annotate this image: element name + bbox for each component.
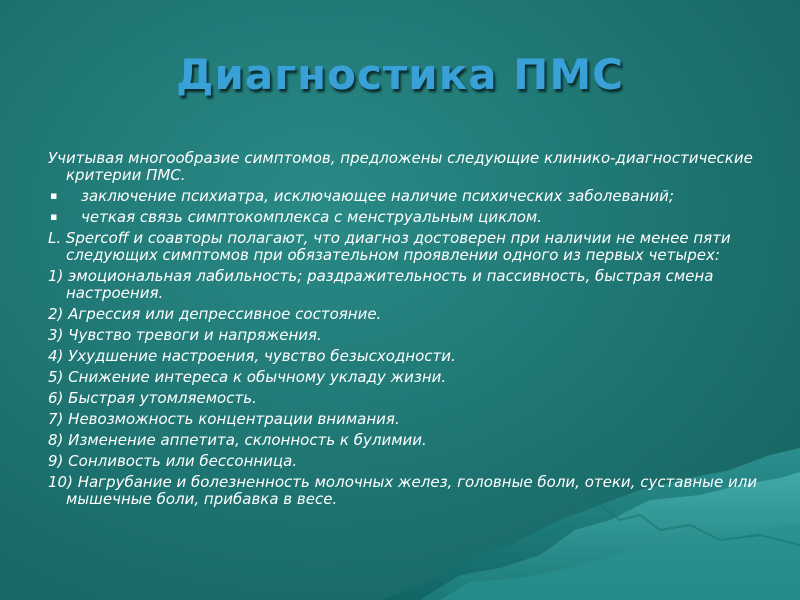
bullet-text: четкая связь симптокомплекса с менструальным циклом. [81, 208, 543, 226]
bullet-item [48, 188, 758, 205]
symptom-item: 10) Нагрубание и болезненность молочных желез, головные боли, отеки, суставные или мышечные боли, прибавка в весе. [48, 473, 758, 508]
symptom-item: 9) Сонливость или бессонница. [48, 452, 298, 470]
symptom-item: 3) Чувство тревоги и напряжения. [48, 326, 322, 344]
symptom-item: 8) Изменение аппетита, склонность к булимии. [48, 431, 427, 449]
bullet-icon: ▪ [50, 189, 58, 202]
statement-paragraph: L. Spercoff и соавторы полагают, что диагноз достоверен при наличии не менее пяти следующих симптомов при обязательном проявлении одного из первых четырех: [48, 229, 731, 264]
symptom-item: 4) Ухудшение настроения, чувство безысходности. [48, 347, 456, 365]
symptom-item: 1) эмоциональная лабильность; раздражительность и пассивность, быстрая смена настроения. [48, 267, 714, 302]
intro-paragraph: Учитывая многообразие симптомов, предложены следующие клинико-диагностические критерии ПМС. [48, 149, 753, 184]
bullet-text: заключение психиатра, исключающее наличие психических заболеваний; [81, 187, 674, 205]
symptom-item: 7) Невозможность концентрации внимания. [48, 410, 400, 428]
slide-title: Диагностика ПМС [176, 50, 624, 99]
bullet-item [48, 209, 758, 226]
symptom-item: 2) Агрессия или депрессивное состояние. [48, 305, 382, 323]
slide-content [48, 150, 758, 512]
symptom-item: 5) Снижение интереса к обычному укладу жизни. [48, 368, 447, 386]
symptom-item: 6) Быстрая утомляемость. [48, 389, 257, 407]
bullet-icon: ▪ [50, 210, 58, 223]
